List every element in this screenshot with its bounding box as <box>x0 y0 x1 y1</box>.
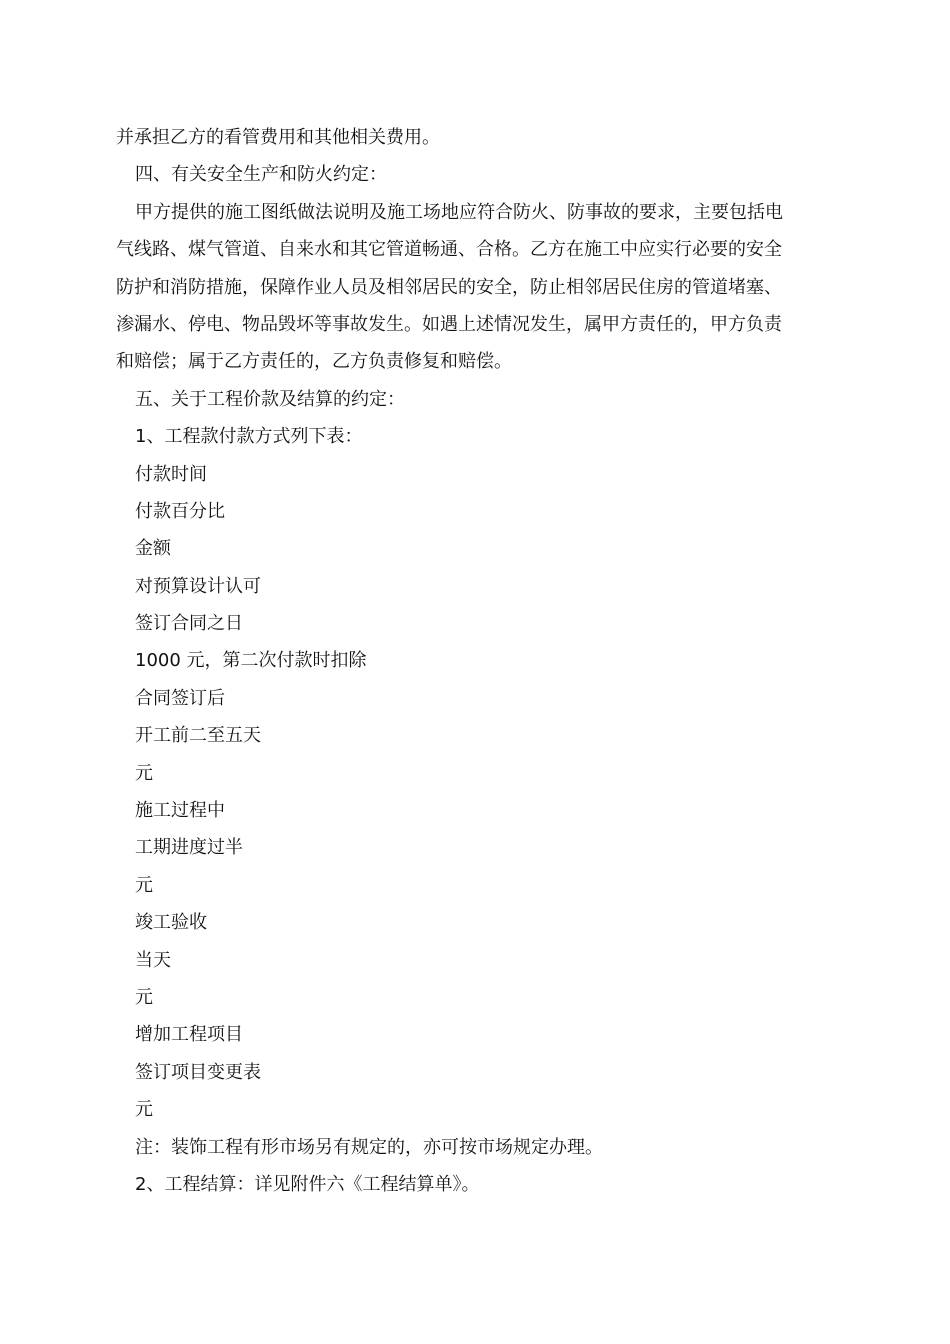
table-cell: 金额 <box>135 538 171 560</box>
payment-table-intro: 1、工程款付款方式列下表： <box>135 426 363 448</box>
table-cell: 当天 <box>135 949 171 971</box>
market-note: 注：装饰工程有形市场另有规定的，亦可按市场规定办理。 <box>135 1136 603 1158</box>
table-cell: 签订合同之日 <box>135 613 243 635</box>
paragraph-line: 防护和消防措施，保障作业人员及相邻居民的安全，防止相邻居民住房的管道堵塞、 <box>116 276 782 298</box>
table-cell: 元 <box>135 874 153 896</box>
table-cell: 开工前二至五天 <box>135 725 261 747</box>
table-cell: 1000 元，第二次付款时扣除 <box>135 650 367 672</box>
paragraph-line: 渗漏水、停电、物品毁坏等事故发生。如遇上述情况发生，属甲方责任的，甲方负责 <box>116 313 782 335</box>
table-cell: 工期进度过半 <box>135 837 243 859</box>
paragraph-line: 甲方提供的施工图纸做法说明及施工场地应符合防火、防事故的要求，主要包括电 <box>135 201 783 223</box>
table-cell: 付款百分比 <box>135 500 225 522</box>
table-cell: 增加工程项目 <box>135 1024 243 1046</box>
table-cell: 竣工验收 <box>135 912 207 934</box>
table-cell: 付款时间 <box>135 463 207 485</box>
table-cell: 元 <box>135 986 153 1008</box>
section-heading-safety: 四、有关安全生产和防火约定： <box>135 164 387 186</box>
paragraph-line: 气线路、煤气管道、自来水和其它管道畅通、合格。乙方在施工中应实行必要的安全 <box>116 239 782 261</box>
section-heading-payment: 五、关于工程价款及结算的约定： <box>135 388 405 410</box>
table-cell: 元 <box>135 762 153 784</box>
safety-paragraph <box>116 194 840 381</box>
table-cell: 施工过程中 <box>135 800 225 822</box>
table-cell: 签订项目变更表 <box>135 1061 261 1083</box>
paragraph-line: 和赔偿；属于乙方责任的，乙方负责修复和赔偿。 <box>116 351 512 373</box>
text-line-cost-responsibility: 并承担乙方的看管费用和其他相关费用。 <box>116 127 440 148</box>
document-body <box>116 119 840 1203</box>
payment-table-cells <box>116 456 840 1129</box>
table-cell: 合同签订后 <box>135 687 225 709</box>
table-cell: 对预算设计认可 <box>135 575 261 597</box>
table-cell: 元 <box>135 1099 153 1121</box>
settlement-line: 2、工程结算：详见附件六《工程结算单》。 <box>135 1173 480 1195</box>
